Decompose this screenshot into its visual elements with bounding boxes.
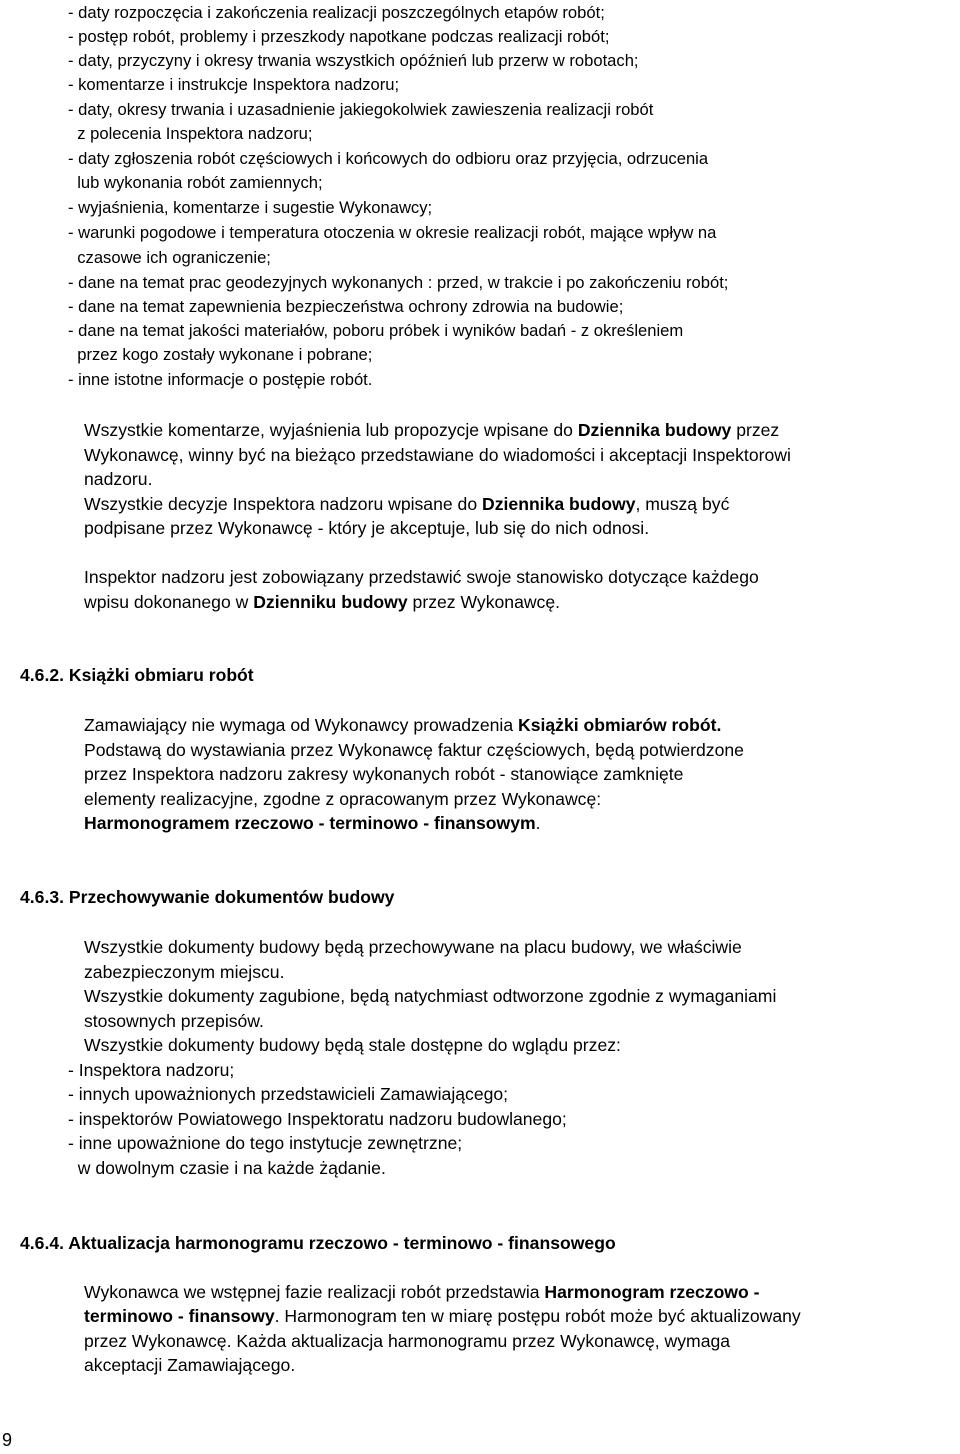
list-item: - daty rozpoczęcia i zakończenia realizacji poszczególnych etapów robót; <box>68 3 605 22</box>
list-item: - wyjaśnienia, komentarze i sugestie Wykonawcy; <box>68 198 433 217</box>
list-item: - dane na temat jakości materiałów, poboru próbek i wyników badań - z określeniem <box>68 321 684 340</box>
list-item: - dane na temat zapewnienia bezpieczeństwa ochrony zdrowia na budowie; <box>68 297 624 316</box>
list-item: - Inspektora nadzoru; <box>68 1060 235 1080</box>
paragraph-line: podpisane przez Wykonawcę - który je akceptuje, lub się do nich odnosi. <box>84 518 650 538</box>
page-number: 9 <box>2 1430 13 1450</box>
section-heading: 4.6.2. Książki obmiaru robót <box>20 665 254 685</box>
list-item-continuation: przez kogo zostały wykonane i pobrane; <box>68 345 373 364</box>
list-item: - postęp robót, problemy i przeszkody napotkane podczas realizacji robót; <box>68 27 610 46</box>
paragraph-line: przez Wykonawcę. Każda aktualizacja harmonogramu przez Wykonawcę, wymaga <box>84 1331 731 1351</box>
list-item: - dane na temat prac geodezyjnych wykonanych : przed, w trakcie i po zakończeniu robót; <box>68 273 729 292</box>
paragraph-line: akceptacji Zamawiającego. <box>84 1355 296 1375</box>
list-item: - daty, okresy trwania i uzasadnienie jakiegokolwiek zawieszenia realizacji robót <box>68 100 654 119</box>
paragraph-line: Inspektor nadzoru jest zobowiązany przedstawić swoje stanowisko dotyczące każdego <box>84 567 759 587</box>
paragraph-line: stosownych przepisów. <box>84 1011 264 1031</box>
paragraph-line: Wykonawca we wstępnej fazie realizacji robót przedstawia Harmonogram rzeczowo - <box>84 1282 760 1302</box>
list-item: - inspektorów Powiatowego Inspektoratu nadzoru budowlanego; <box>68 1109 567 1129</box>
paragraph-line: zabezpieczonym miejscu. <box>84 962 285 982</box>
list-item: - warunki pogodowe i temperatura otoczenia w okresie realizacji robót, mające wpływ na <box>68 223 717 242</box>
list-item: - innych upoważnionych przedstawicieli Zamawiającego; <box>68 1084 509 1104</box>
list-item: - daty zgłoszenia robót częściowych i końcowych do odbioru oraz przyjęcia, odrzucenia <box>68 149 709 168</box>
list-item-continuation: z polecenia Inspektora nadzoru; <box>68 124 313 143</box>
list-item: - komentarze i instrukcje Inspektora nadzoru; <box>68 75 400 94</box>
paragraph-line: Wykonawcę, winny być na bieżąco przedstawiane do wiadomości i akceptacji Inspektorowi <box>84 445 791 465</box>
paragraph-line: Wszystkie komentarze, wyjaśnienia lub propozycje wpisane do Dziennika budowy przez <box>84 420 780 440</box>
paragraph-line: Wszystkie dokumenty zagubione, będą natychmiast odtworzone zgodnie z wymaganiami <box>84 986 777 1006</box>
paragraph-line: wpisu dokonanego w Dzienniku budowy przez Wykonawcę. <box>84 592 561 612</box>
paragraph-line: Wszystkie dokumenty budowy będą stale dostępne do wglądu przez: <box>84 1035 621 1055</box>
section-heading: 4.6.4. Aktualizacja harmonogramu rzeczowo - terminowo - finansowego <box>20 1233 616 1253</box>
list-item-continuation: czasowe ich ograniczenie; <box>68 248 271 267</box>
paragraph-line: Podstawą do wystawiania przez Wykonawcę faktur częściowych, będą potwierdzone <box>84 740 744 760</box>
paragraph-line: przez Inspektora nadzoru zakresy wykonanych robót - stanowiące zamknięte <box>84 764 684 784</box>
list-item-continuation: w dowolnym czasie i na każde żądanie. <box>68 1158 386 1178</box>
section-heading: 4.6.3. Przechowywanie dokumentów budowy <box>20 887 395 907</box>
paragraph-line: terminowo - finansowy. Harmonogram ten w miarę postępu robót może być aktualizowany <box>84 1306 801 1326</box>
paragraph-line: Harmonogramem rzeczowo - terminowo - finansowym. <box>84 813 541 833</box>
list-item: - inne istotne informacje o postępie robót. <box>68 370 373 389</box>
list-item: - daty, przyczyny i okresy trwania wszystkich opóźnień lub przerw w robotach; <box>68 51 639 70</box>
paragraph-line: Wszystkie decyzje Inspektora nadzoru wpisane do Dziennika budowy, muszą być <box>84 494 730 514</box>
list-item-continuation: lub wykonania robót zamiennych; <box>68 173 323 192</box>
list-item: - inne upoważnione do tego instytucje zewnętrzne; <box>68 1133 463 1153</box>
paragraph-line: elementy realizacyjne, zgodne z opracowanym przez Wykonawcę: <box>84 789 602 809</box>
paragraph-line: Wszystkie dokumenty budowy będą przechowywane na placu budowy, we właściwie <box>84 937 742 957</box>
paragraph-line: Zamawiający nie wymaga od Wykonawcy prowadzenia Książki obmiarów robót. <box>84 715 722 735</box>
paragraph-line: nadzoru. <box>84 469 153 489</box>
